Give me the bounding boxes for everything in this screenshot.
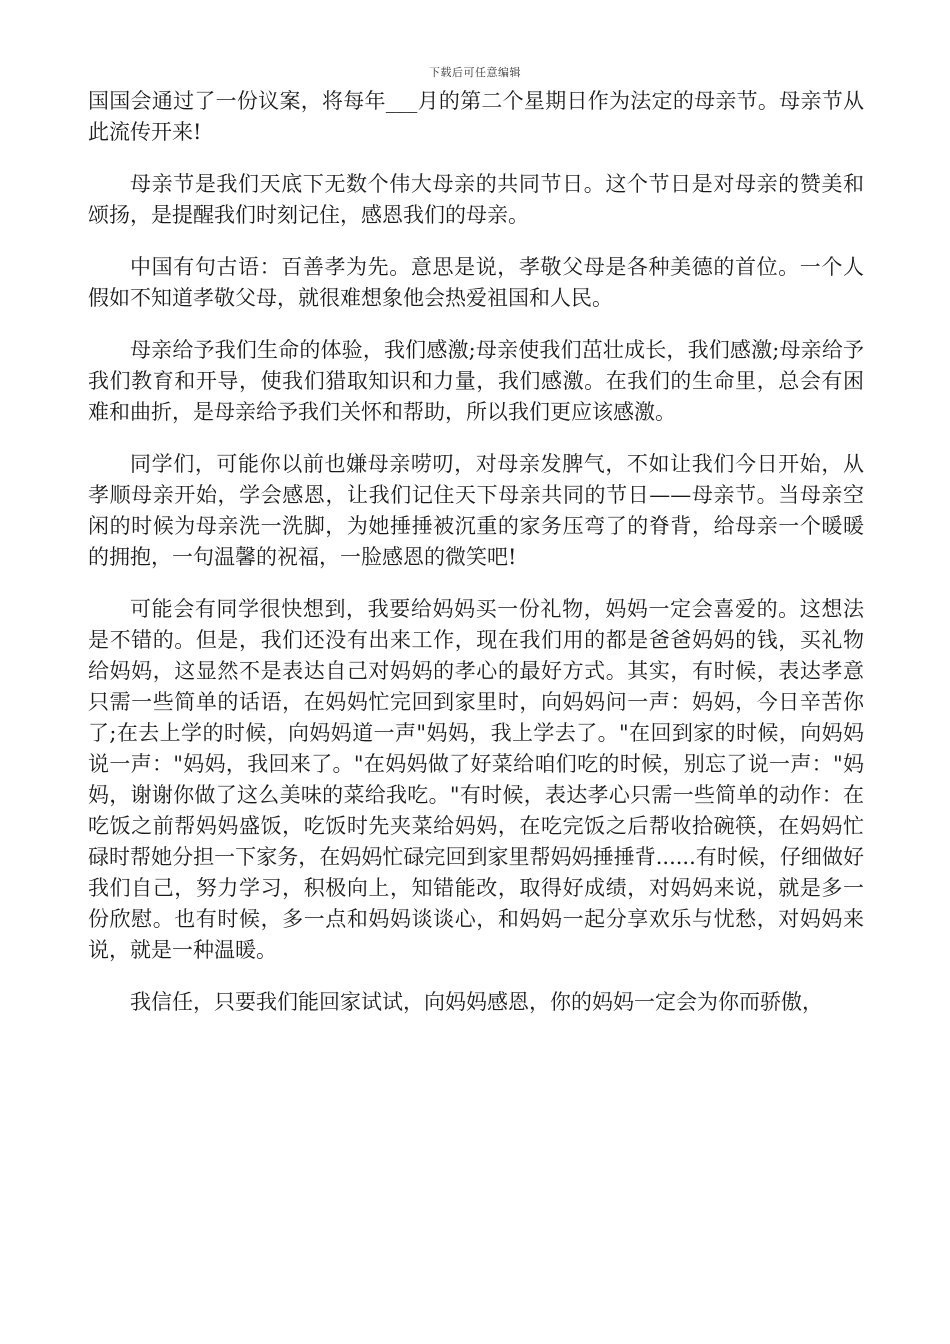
paragraph: 同学们，可能你以前也嫌母亲唠叨，对母亲发脾气，不如让我们今日开始，从孝顺母亲开始，学会感恩，让我们记住天下母亲共同的节日——母亲节。当母亲空闲的时候为母亲洗一洗脚，为她捶捶被沉重的家务压弯了的脊背，给母亲一个暖暖的拥抱，一句温馨的祝福，一脸感恩的微笑吧! bbox=[88, 452, 864, 569]
paragraph: 我信任，只要我们能回家试试，向妈妈感恩，你的妈妈一定会为你而骄傲， bbox=[130, 990, 823, 1014]
paragraph: 母亲给予我们生命的体验，我们感激;母亲使我们茁壮成长，我们感激;母亲给予我们教育和开导，使我们猎取知识和力量，我们感激。在我们的生命里，总会有困难和曲折，是母亲给予我们关怀和帮助，所以我们更应该感激。 bbox=[88, 338, 864, 424]
paragraph: 可能会有同学很快想到，我要给妈妈买一份礼物，妈妈一定会喜爱的。这想法是不错的。但是，我们还没有出来工作，现在我们用的都是爸爸妈妈的钱，买礼物给妈妈，这显然不是表达自己对妈妈的孝心的最好方式。其实，有时候，表达孝意只需一些简单的话语，在妈妈忙完回到家里时，向妈妈问一声：妈妈，今日辛苦你了;在去上学的时候，向妈妈道一声"妈妈，我上学去了。"在回到家的时候，向妈妈说一声："妈妈，我回来了。"在妈妈做了好菜给咱们吃的时候，别忘了说一声："妈妈，谢谢你做了这么美味的菜给我吃。"有时候，表达孝心只需一些简单的动作：在吃饭之前帮妈妈盛饭，吃饭时先夹菜给妈妈，在吃完饭之后帮收拾碗筷，在妈妈忙碌时帮她分担一下家务，在妈妈忙碌完回到家里帮妈妈捶捶背......有时候，仔细做好我们自己，努力学习，积极向上，知错能改，取得好成绩，对妈妈来说，就是多一份欣慰。也有时候，多一点和妈妈谈谈心，和妈妈一起分享欢乐与忧愁，对妈妈来说，就是一种温暖。 bbox=[88, 597, 864, 962]
document-body bbox=[88, 86, 864, 1039]
paragraph-continuation: 国国会通过了一份议案，将每年___月的第二个星期日作为法定的母亲节。母亲节从此流传开来! bbox=[88, 89, 864, 144]
page-header-note: 下载后可任意编辑 bbox=[429, 66, 521, 79]
paragraph: 母亲节是我们天底下无数个伟大母亲的共同节日。这个节日是对母亲的赞美和颂扬，是提醒我们时刻记住，感恩我们的母亲。 bbox=[88, 172, 864, 227]
paragraph: 中国有句古语：百善孝为先。意思是说，孝敬父母是各种美德的首位。一个人假如不知道孝敬父母，就很难想象他会热爱祖国和人民。 bbox=[88, 255, 864, 310]
